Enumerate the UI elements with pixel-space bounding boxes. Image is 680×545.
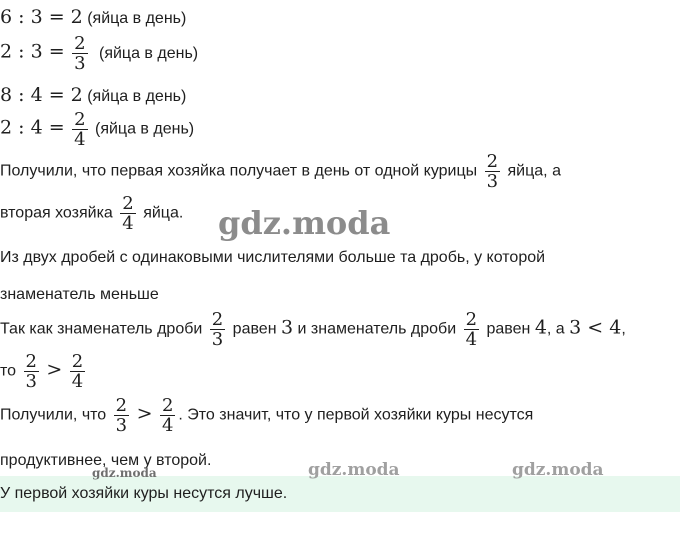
paragraph-3-text: Так как знаменатель дроби bbox=[0, 320, 203, 338]
fraction-numerator: 2 bbox=[74, 33, 86, 54]
paragraph-2-line-2: знаменатель меньше bbox=[0, 286, 159, 303]
fraction-denominator: 3 bbox=[211, 329, 224, 350]
fraction-denominator: 3 bbox=[486, 171, 499, 192]
paragraph-1-fraction-2 bbox=[120, 194, 135, 233]
fraction-numerator: 2 bbox=[211, 309, 224, 330]
paragraph-1-text-2: вторая хозяйка bbox=[0, 204, 113, 222]
fraction-denominator: 3 bbox=[115, 415, 128, 436]
fraction-denominator: 4 bbox=[71, 371, 84, 392]
equation-2-unit: (яйца в день) bbox=[98, 44, 199, 62]
paragraph-3-text-3: и знаменатель дроби bbox=[297, 320, 457, 338]
paragraph-4-line-2: продуктивнее, чем у второй. bbox=[0, 452, 212, 469]
fraction-numerator: 2 bbox=[74, 109, 86, 130]
paragraph-3-text-4: равен bbox=[486, 320, 531, 338]
equation-3-unit: (яйца в день) bbox=[87, 88, 187, 105]
equation-4 bbox=[0, 110, 194, 149]
paragraph-3-inequality: 3 < 4 bbox=[569, 316, 622, 339]
equation-4-fraction bbox=[72, 110, 87, 149]
equation-1 bbox=[0, 6, 186, 28]
fraction-numerator: 2 bbox=[122, 193, 134, 214]
fraction-numerator: 2 bbox=[115, 395, 128, 416]
equation-1-unit: (яйца в день) bbox=[87, 10, 187, 27]
equation-4-unit: (яйца в день) bbox=[94, 120, 195, 138]
fraction-denominator: 3 bbox=[74, 53, 86, 74]
paragraph-3-comma: , bbox=[621, 320, 626, 338]
equation-2-fraction bbox=[72, 34, 87, 73]
fraction-numerator: 2 bbox=[161, 395, 174, 416]
fraction-denominator: 4 bbox=[465, 329, 478, 350]
paragraph-4-fraction-2 bbox=[160, 396, 175, 435]
paragraph-3-value-2: 4 bbox=[534, 316, 547, 339]
watermark-small-2: gdz.moda bbox=[308, 460, 400, 480]
fraction-numerator: 2 bbox=[465, 309, 478, 330]
paragraph-1-text-end: яйца, а bbox=[507, 162, 561, 180]
paragraph-3-fraction-2 bbox=[464, 310, 479, 349]
paragraph-1-text: Получили, что первая хозяйка получает в день от одной курицы bbox=[0, 162, 478, 180]
equation-3-expr: 8 : 4 = 2 bbox=[0, 84, 83, 106]
paragraph-3-text-2: равен bbox=[232, 320, 277, 338]
fraction-denominator: 4 bbox=[74, 129, 86, 150]
equation-3 bbox=[0, 84, 186, 106]
equation-2 bbox=[0, 34, 198, 73]
paragraph-4-fraction-1 bbox=[114, 396, 129, 435]
watermark-large: gdz.moda bbox=[218, 204, 391, 242]
fraction-denominator: 4 bbox=[122, 213, 134, 234]
fraction-numerator: 2 bbox=[486, 151, 499, 172]
paragraph-3-line-2 bbox=[0, 352, 88, 391]
equation-2-lhs: 2 : 3 = bbox=[0, 40, 65, 63]
fraction-numerator: 2 bbox=[71, 351, 84, 372]
paragraph-1-text-3: яйца. bbox=[143, 204, 184, 222]
paragraph-3-fraction-3 bbox=[24, 352, 39, 391]
watermark-small-3: gdz.moda bbox=[512, 460, 604, 480]
paragraph-1-line-2 bbox=[0, 194, 183, 233]
paragraph-3-fraction-4 bbox=[70, 352, 85, 391]
paragraph-3-line-1 bbox=[0, 310, 626, 349]
paragraph-3-text-5: , а bbox=[546, 320, 565, 338]
paragraph-3-value-1: 3 bbox=[280, 316, 294, 339]
equation-1-expr: 6 : 3 = 2 bbox=[0, 6, 83, 28]
paragraph-2-line-1: Из двух дробей с одинаковыми числителями больше та дробь, у которой bbox=[0, 249, 546, 266]
comparison-sign: > bbox=[46, 358, 63, 381]
equation-4-lhs: 2 : 4 = bbox=[0, 116, 65, 139]
paragraph-4-text-2: . Это значит, что у первой хозяйки куры несутся bbox=[178, 406, 534, 424]
answer-text: У первой хозяйки куры несутся лучше. bbox=[0, 485, 288, 502]
paragraph-3-fraction-1 bbox=[210, 310, 225, 349]
paragraph-4-text: Получили, что bbox=[0, 406, 107, 424]
fraction-numerator: 2 bbox=[25, 351, 37, 372]
watermark-small-1: gdz.moda bbox=[92, 466, 157, 480]
paragraph-4-line-1 bbox=[0, 396, 533, 435]
paragraph-3-text-then: то bbox=[0, 362, 17, 380]
comparison-sign: > bbox=[136, 402, 153, 425]
fraction-denominator: 3 bbox=[25, 371, 37, 392]
paragraph-1-fraction bbox=[485, 152, 500, 191]
paragraph-1-line-1 bbox=[0, 152, 561, 191]
fraction-denominator: 4 bbox=[161, 415, 174, 436]
